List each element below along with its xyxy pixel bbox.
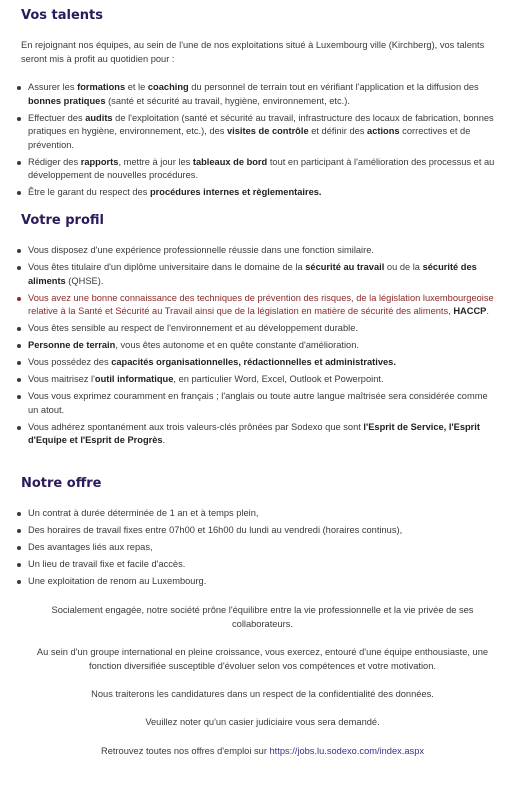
text-run: Vous possédez des <box>28 357 112 368</box>
profil-list <box>0 244 500 451</box>
bold-phrase: l'Esprit de Service, l'Esprit d'Equipe et l'Esprit de Progrès <box>28 421 480 446</box>
bold-phrase: bonnes pratiques <box>28 95 106 106</box>
text-run: Rédiger des <box>28 156 81 167</box>
talents-intro: En rejoignant nos équipes, au sein de l'une de nos exploitations situé à Luxembourg ville (Kirchberg), vos talents seront mis à profit au quotidien pour : <box>21 40 485 64</box>
list-item <box>0 244 500 258</box>
text-run: Effectuer des <box>28 112 86 123</box>
bold-phrase: sécurité des aliments <box>28 261 477 286</box>
list-item: Un lieu de travail fixe et facile d'accès. <box>0 558 500 572</box>
bold-phrase: capacités organisationnelles, rédactionnelles et administratives. <box>111 357 396 368</box>
text-run: . <box>162 435 166 446</box>
bold-phrase: outil informatique <box>94 374 174 385</box>
text-run: (QHSE). <box>65 275 104 286</box>
bold-phrase: formations <box>77 82 126 92</box>
bold-phrase: tableaux de bord <box>192 156 268 167</box>
section-title-profil: Votre profil <box>21 213 104 228</box>
list-item <box>0 112 500 153</box>
list-item <box>0 339 500 353</box>
talents-list <box>0 81 500 203</box>
list-item <box>0 156 500 183</box>
list-item <box>0 390 500 417</box>
closing-jobs-link <box>25 745 500 759</box>
text-run: Vous maitrisez l' <box>28 374 95 385</box>
text-run: , mettre à jour les <box>118 156 193 167</box>
text-run: Vous adhérez spontanément aux trois valeurs-clés prônées par Sodexo que sont <box>28 421 364 432</box>
list-item <box>0 421 500 448</box>
bold-phrase: actions <box>367 126 400 137</box>
bold-phrase: audits <box>85 112 113 123</box>
list-item: Des avantages liés aux repas, <box>0 541 500 555</box>
closing-engagement: Socialement engagée, notre société prône l'équilibre entre la vie professionnelle et la vie privée de ses collaborateurs. <box>51 605 474 629</box>
text-run: Assurer les <box>28 82 78 92</box>
text-run: du personnel de terrain tout en vérifiant l'application et la diffusion des <box>188 82 479 92</box>
text-run: Vous êtes sensible au respect de l'environnement et au développement durable. <box>28 323 358 334</box>
jobs-link-prefix: Retrouvez toutes nos offres d'emploi sur <box>100 746 270 756</box>
text-run: , vous êtes autonome et en quête constante d'amélioration. <box>115 340 359 351</box>
closing-confidentiality: Nous traiterons les candidatures dans un respect de la confidentialité des données. <box>91 689 434 699</box>
text-run: correctives et de prévention. <box>28 126 471 150</box>
list-item: Des horaires de travail fixes entre 07h00 et 16h00 du lundi au vendredi (horaires continus), <box>0 524 500 538</box>
bold-phrase: procédures internes et règlementaires. <box>149 187 322 198</box>
list-item <box>0 186 500 200</box>
text-run: et le <box>125 82 148 92</box>
bold-phrase: sécurité au travail <box>305 261 385 272</box>
text-run: Vous vous exprimez couramment en français ; l'anglais ou toute autre langue maîtrisée sera considérée comme un atout. <box>28 391 488 415</box>
text-run: Être le garant du respect des <box>28 187 150 198</box>
offre-list <box>0 507 500 592</box>
text-run: de l'exploitation (santé et sécurité au travail, infrastructure des locaux de fabrication, bonnes pratiques en hygiène, environnement, etc.), des <box>28 112 494 137</box>
list-item: Un contrat à durée déterminée de 1 an et à temps plein, <box>0 507 500 521</box>
text-run: et définir des <box>308 126 368 137</box>
bold-phrase: rapports <box>80 156 119 167</box>
bold-phrase: HACCP <box>453 306 487 317</box>
text-run: (santé et sécurité au travail, hygiène, environnement, etc.). <box>105 95 350 106</box>
section-title-offre: Notre offre <box>21 476 102 491</box>
closing-group: Au sein d'un groupe international en pleine croissance, vous exercez, entouré d'une équipe enthousiaste, une fonction diversifiée susceptible d'évoluer selon vos compétences et votre motivation. <box>36 647 489 671</box>
bold-phrase: Personne de terrain <box>28 340 116 351</box>
list-item <box>0 322 500 336</box>
jobs-link[interactable]: https://jobs.lu.sodexo.com/index.aspx <box>269 746 425 756</box>
list-item <box>0 81 500 108</box>
list-item <box>0 292 500 319</box>
text-run: Vous êtes titulaire d'un diplôme universitaire dans le domaine de la <box>28 261 306 272</box>
text-run: . <box>486 306 489 317</box>
list-item <box>0 261 500 288</box>
section-title-talents: Vos talents <box>21 8 104 23</box>
text-run: , en particulier Word, Excel, Outlook et Powerpoint. <box>173 374 384 385</box>
bold-phrase: visites de contrôle <box>226 126 309 137</box>
text-run: Vous disposez d'une expérience professionnelle réussie dans une fonction similaire. <box>28 245 374 255</box>
list-item: Une exploitation de renom au Luxembourg. <box>0 575 500 589</box>
text-run: Vous avez une bonne connaissance des techniques de prévention des risques, de la législation luxembourgeoise relative à la Santé et Sécurité au Travail ainsi que de la législation en matière de sécurité des aliments, <box>28 292 494 317</box>
text-run: ou de la <box>384 261 423 272</box>
bold-phrase: coaching <box>147 82 189 92</box>
text-run: tout en participant à l'amélioration des processus et au développement de nouvelles procédures. <box>28 156 495 181</box>
list-item <box>0 356 500 370</box>
list-item <box>0 373 500 387</box>
closing-criminal-record: Veuillez noter qu'un casier judiciaire vous sera demandé. <box>145 717 380 727</box>
